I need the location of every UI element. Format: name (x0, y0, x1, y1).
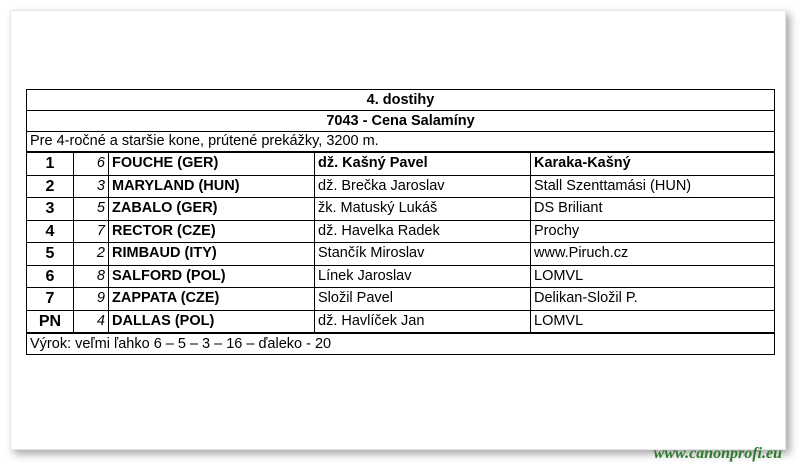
horse-name: MARYLAND (HUN) (109, 175, 315, 198)
jockey-name: dž. Brečka Jaroslav (315, 175, 531, 198)
owner-name: DS Briliant (531, 198, 775, 221)
owner-name: Karaka-Kašný (531, 152, 775, 175)
position: 5 (27, 243, 74, 266)
horse-name: DALLAS (POL) (109, 310, 315, 333)
horse-name: ZABALO (GER) (109, 198, 315, 221)
owner-name: Stall Szenttamási (HUN) (531, 175, 775, 198)
start-number: 6 (74, 152, 109, 175)
result-row (27, 175, 775, 198)
start-number: 4 (74, 310, 109, 333)
result-row (27, 265, 775, 288)
jockey-name: dž. Havlíček Jan (315, 310, 531, 333)
result-row (27, 288, 775, 311)
horse-name: RIMBAUD (ITY) (109, 243, 315, 266)
position: 6 (27, 265, 74, 288)
watermark: www.canonprofi.eu (653, 445, 782, 462)
jockey-name: Línek Jaroslav (315, 265, 531, 288)
position: 4 (27, 220, 74, 243)
position: PN (27, 310, 74, 333)
owner-name: Prochy (531, 220, 775, 243)
race-heading: 4. dostihy (27, 90, 775, 111)
start-number: 3 (74, 175, 109, 198)
owner-name: LOMVL (531, 310, 775, 333)
position: 1 (27, 152, 74, 175)
start-number: 8 (74, 265, 109, 288)
race-verdict: Výrok: veľmi ľahko 6 – 5 – 3 – 16 – ďaleko - 20 (27, 333, 775, 355)
result-row (27, 198, 775, 221)
horse-name: FOUCHE (GER) (109, 152, 315, 175)
start-number: 9 (74, 288, 109, 311)
result-row (27, 220, 775, 243)
jockey-name: žk. Matuský Lukáš (315, 198, 531, 221)
result-row (27, 243, 775, 266)
position: 2 (27, 175, 74, 198)
start-number: 7 (74, 220, 109, 243)
horse-name: RECTOR (CZE) (109, 220, 315, 243)
race-results-table (26, 89, 775, 355)
jockey-name: Stančík Miroslav (315, 243, 531, 266)
jockey-name: dž. Havelka Radek (315, 220, 531, 243)
horse-name: ZAPPATA (CZE) (109, 288, 315, 311)
start-number: 2 (74, 243, 109, 266)
position: 3 (27, 198, 74, 221)
result-row (27, 310, 775, 333)
owner-name: www.Piruch.cz (531, 243, 775, 266)
race-conditions: Pre 4-ročné a staršie kone, prútené prekážky, 3200 m. (27, 132, 775, 153)
race-name: 7043 - Cena Salamíny (27, 111, 775, 132)
result-row (27, 152, 775, 175)
owner-name: LOMVL (531, 265, 775, 288)
position: 7 (27, 288, 74, 311)
jockey-name: Složil Pavel (315, 288, 531, 311)
owner-name: Delikan-Složil P. (531, 288, 775, 311)
horse-name: SALFORD (POL) (109, 265, 315, 288)
jockey-name: dž. Kašný Pavel (315, 152, 531, 175)
start-number: 5 (74, 198, 109, 221)
